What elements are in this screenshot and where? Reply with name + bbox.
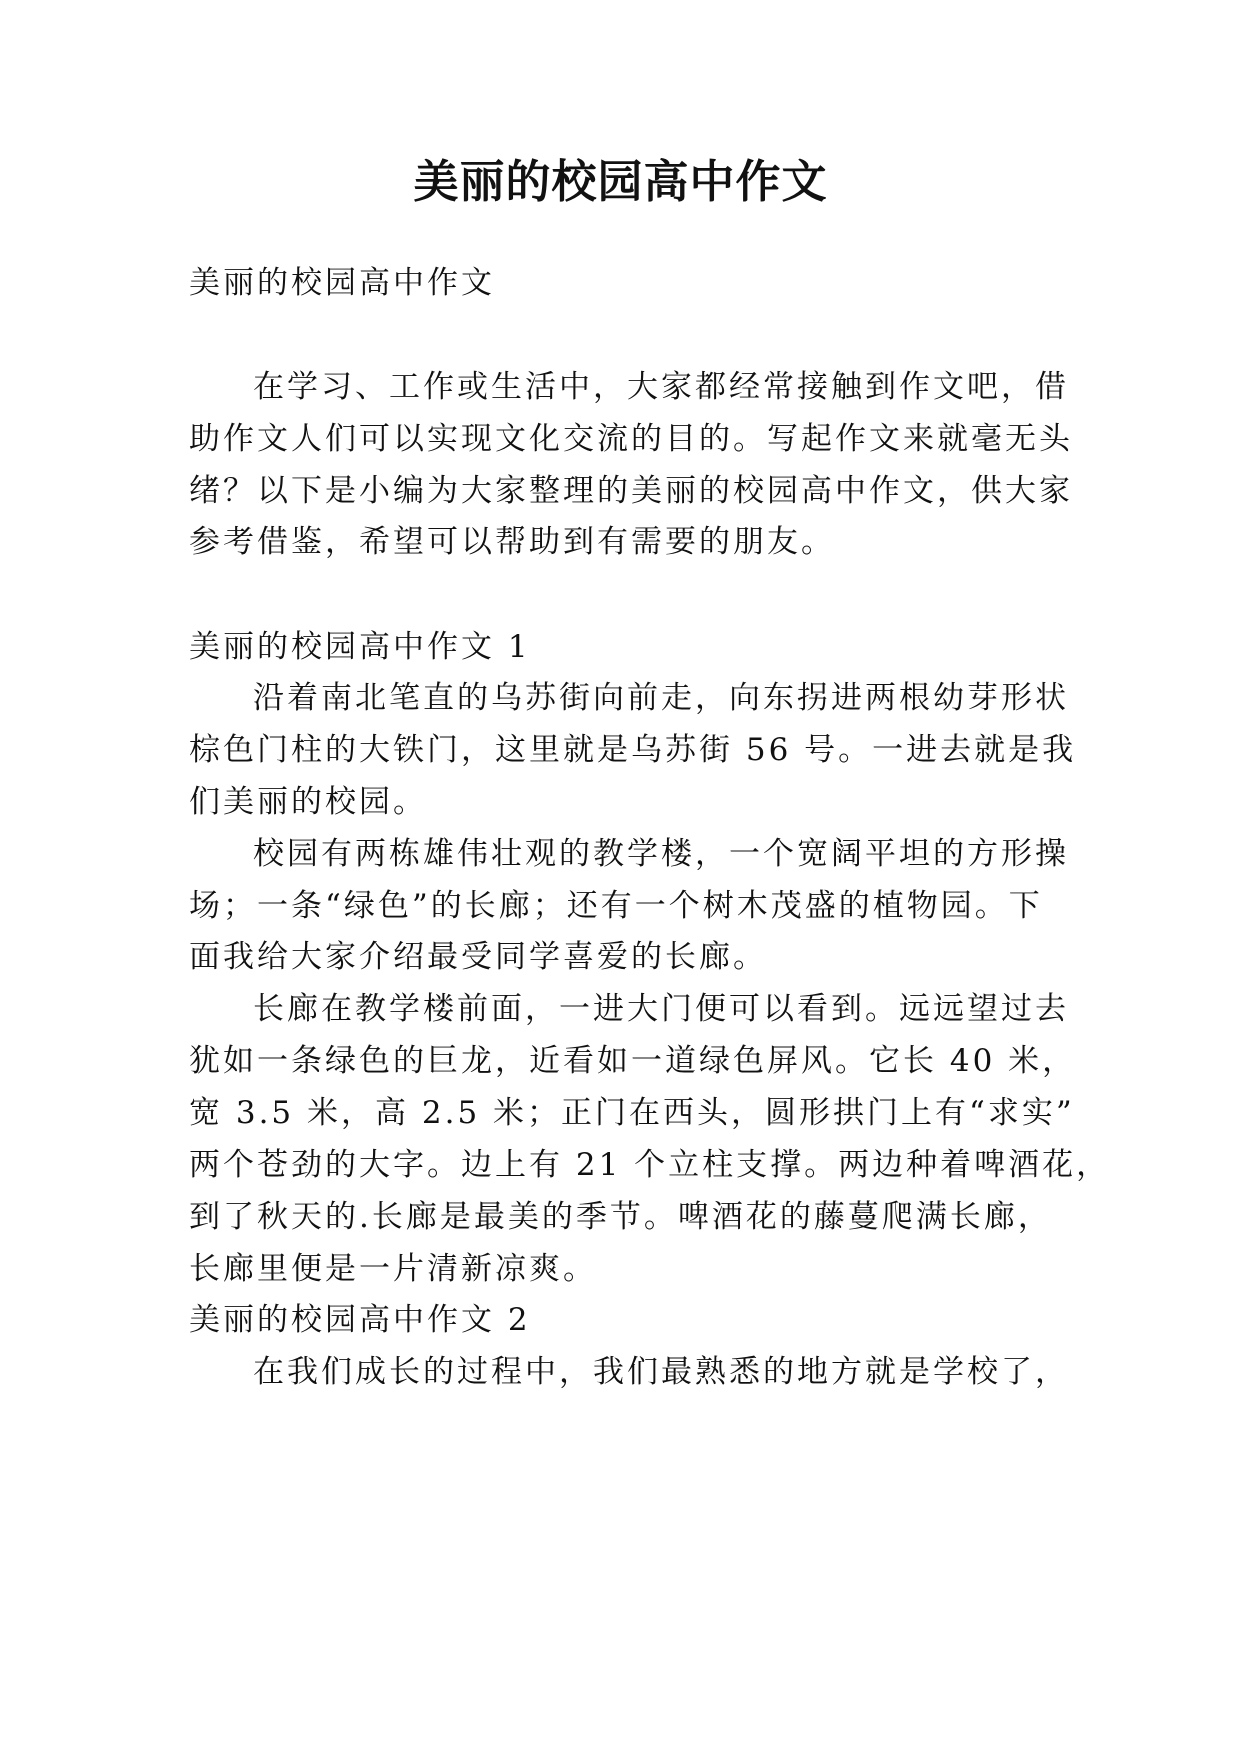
essay2-p1-line: 在我们成长的过程中，我们最熟悉的地方就是学校了， [253, 1354, 1069, 1390]
subtitle: 美丽的校园高中作文 [189, 265, 495, 301]
essay1-p3-line: 宽 3.5 米，高 2.5 米；正门在西头，圆形拱门上有“求实” [189, 1095, 1075, 1131]
intro-line: 参考借鉴，希望可以帮助到有需要的朋友。 [189, 524, 835, 560]
essay1-p2-line: 校园有两栋雄伟壮观的教学楼，一个宽阔平坦的方形操 [253, 836, 1069, 872]
intro-line: 助作文人们可以实现文化交流的目的。写起作文来就毫无头 [189, 421, 1073, 457]
intro-line: 在学习、工作或生活中，大家都经常接触到作文吧，借 [253, 369, 1069, 405]
intro-line: 绪？以下是小编为大家整理的美丽的校园高中作文，供大家 [189, 473, 1073, 509]
essay1-p3-line: 两个苍劲的大字。边上有 21 个立柱支撑。两边种着啤酒花， [189, 1147, 1111, 1183]
essay1-p3-line: 长廊在教学楼前面，一进大门便可以看到。远远望过去 [253, 991, 1069, 1027]
essay1-p1-line: 们美丽的校园。 [189, 784, 427, 820]
essay2-heading: 美丽的校园高中作文 2 [189, 1302, 531, 1338]
essay1-p3-line: 犹如一条绿色的巨龙，近看如一道绿色屏风。它长 40 米， [189, 1043, 1077, 1079]
essay1-p1-line: 棕色门柱的大铁门，这里就是乌苏街 56 号。一进去就是我 [189, 732, 1077, 768]
essay1-p2-line: 面我给大家介绍最受同学喜爱的长廊。 [189, 939, 767, 975]
essay1-p1-line: 沿着南北笔直的乌苏街向前走，向东拐进两根幼芽形状 [253, 680, 1069, 716]
essay1-p3-line: 到了秋天的.长廊是最美的季节。啤酒花的藤蔓爬满长廊， [189, 1199, 1052, 1235]
document-title: 美丽的校园高中作文 [413, 155, 828, 208]
essay1-p2-line: 场；一条“绿色”的长廊；还有一个树木茂盛的植物园。下 [189, 888, 1043, 924]
essay1-heading: 美丽的校园高中作文 1 [189, 629, 531, 665]
essay1-p3-line: 长廊里便是一片清新凉爽。 [189, 1251, 597, 1287]
